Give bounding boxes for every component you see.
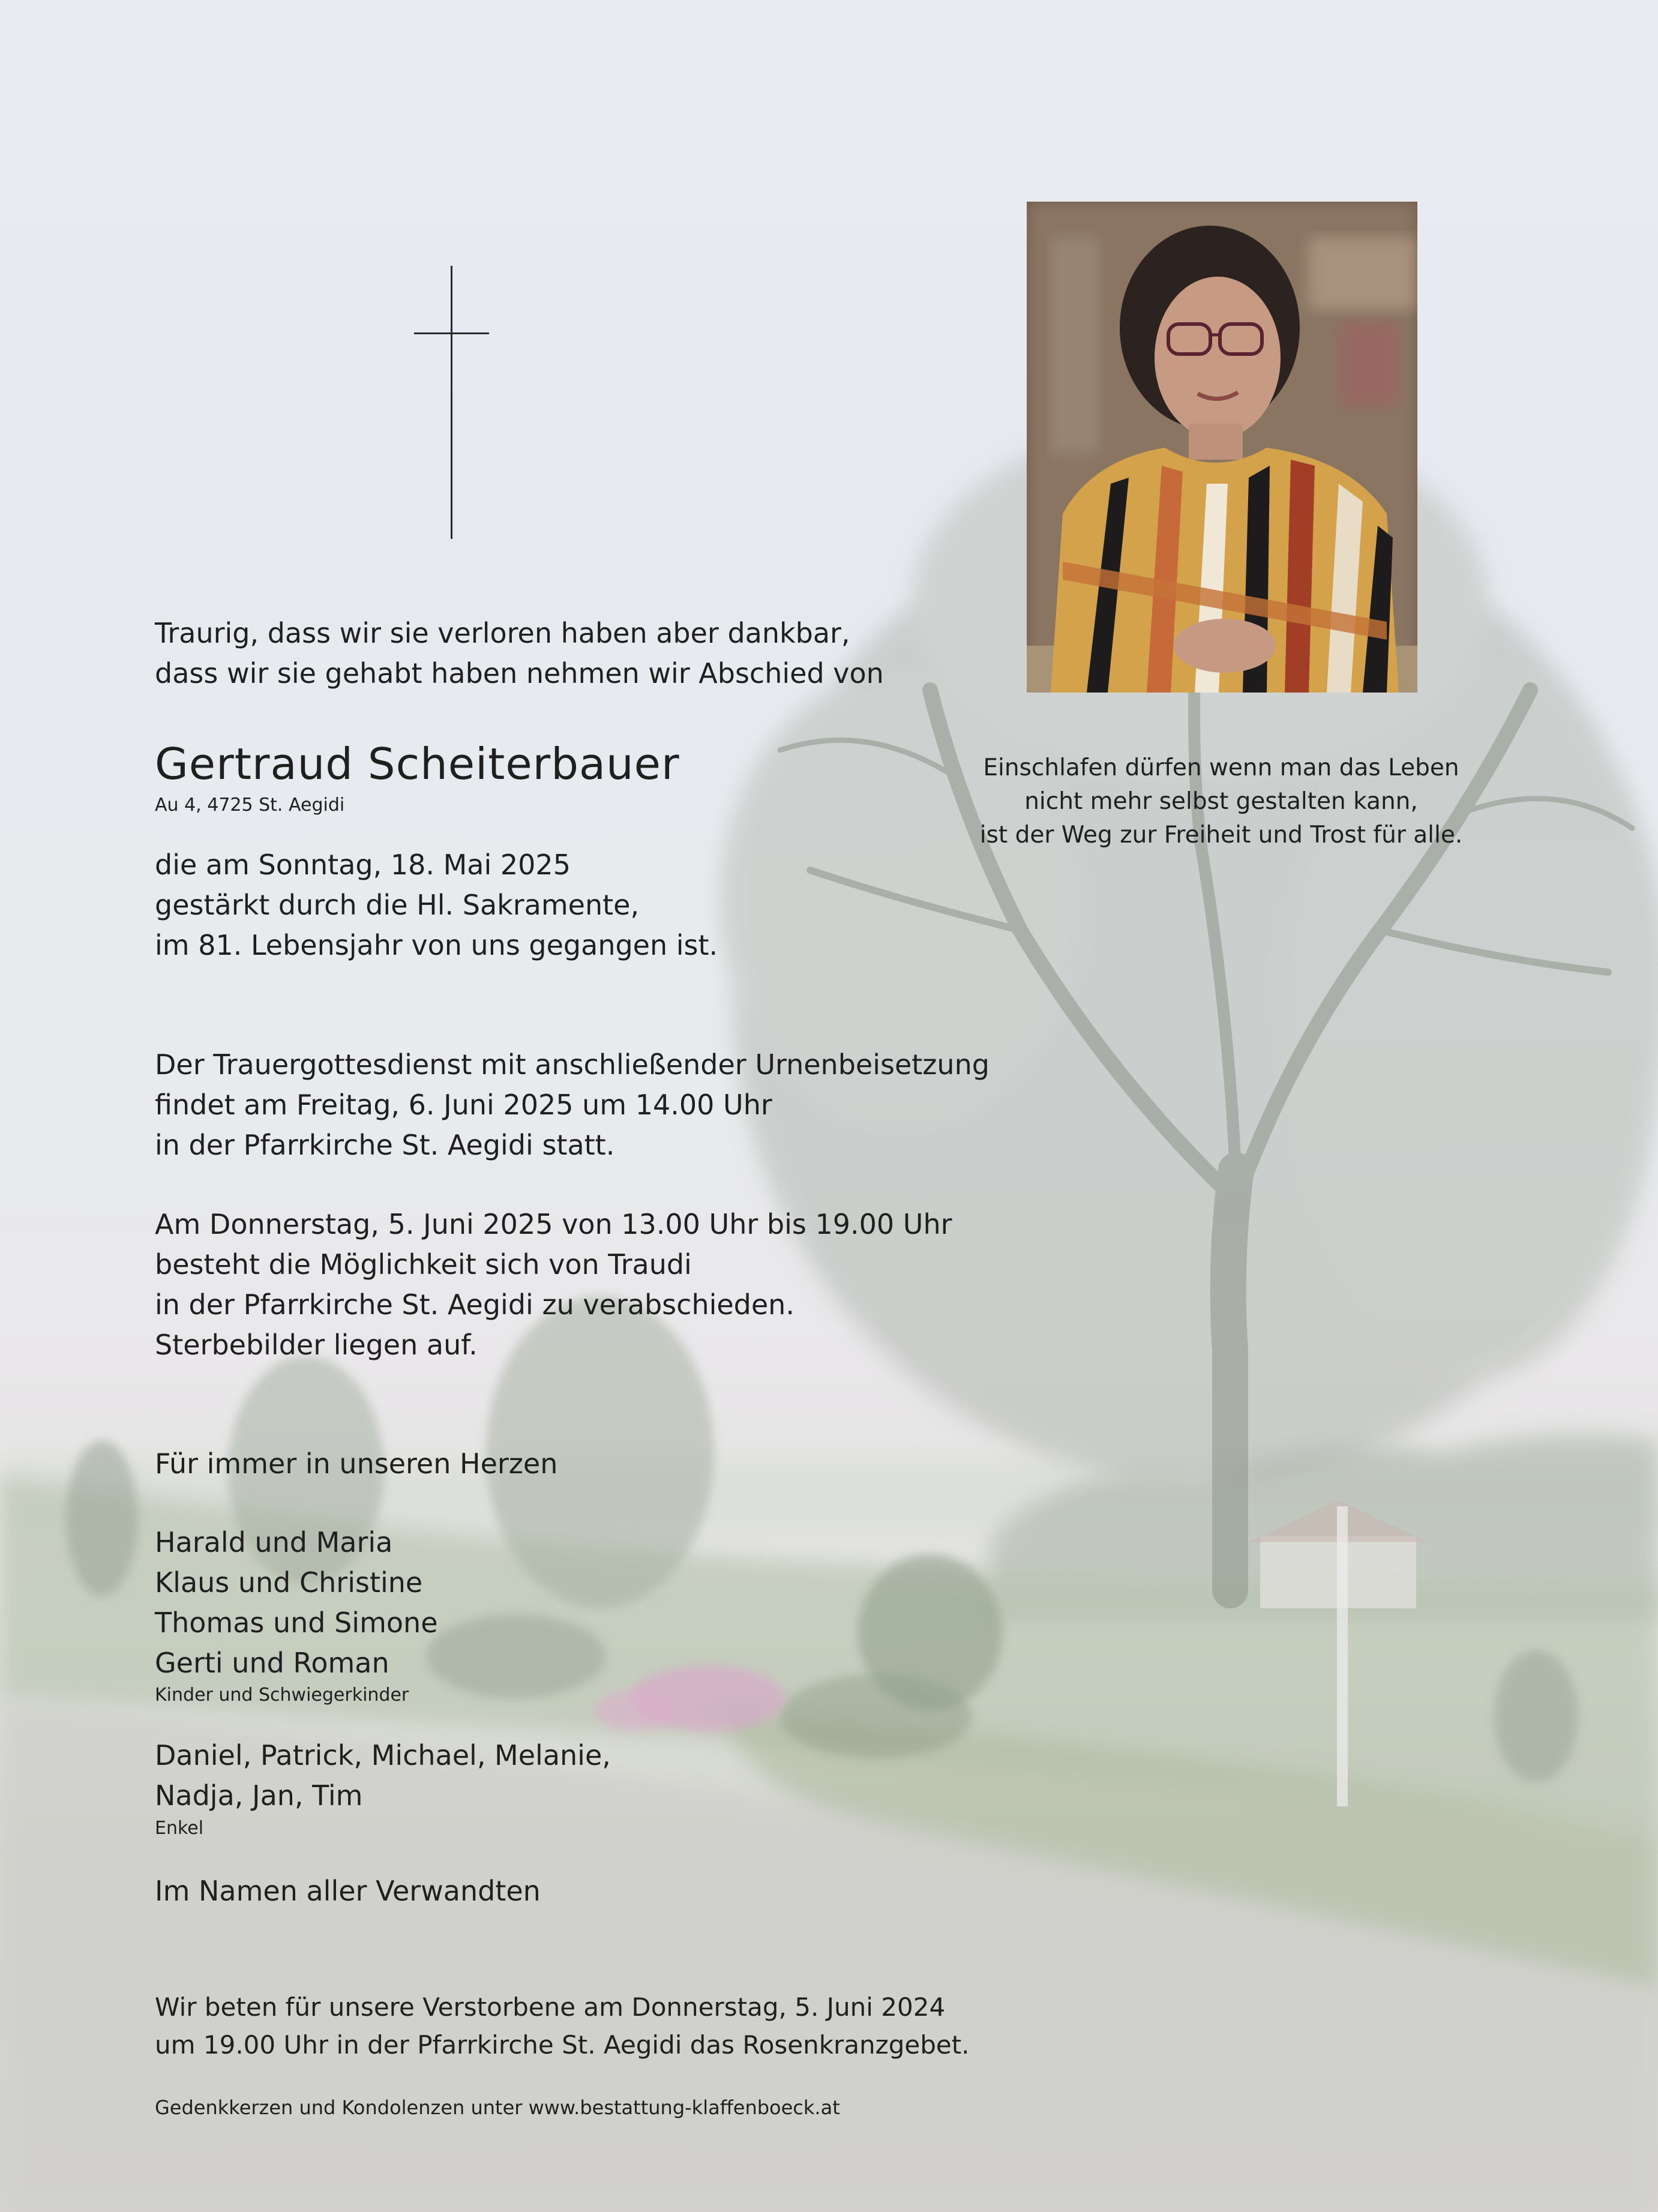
condolence-footer: Gedenkkerzen und Kondolenzen unter www.bestattung-klaffenboeck.at — [155, 2096, 840, 2119]
intro-line: dass wir sie gehabt haben nehmen wir Abschied von — [155, 657, 884, 690]
portrait-photo — [1027, 202, 1417, 693]
service-line: in der Pfarrkirche St. Aegidi statt. — [155, 1129, 615, 1161]
quote-line: nicht mehr selbst gestalten kann, — [1024, 788, 1418, 815]
rosary-line: um 19.00 Uhr in der Pfarrkirche St. Aegidi das Rosenkranzgebet. — [155, 2030, 970, 2060]
service-line: findet am Freitag, 6. Juni 2025 um 14.00 Uhr — [155, 1089, 772, 1121]
cross-icon — [414, 266, 489, 539]
relatives-line: Im Namen aller Verwandten — [155, 1875, 541, 1907]
grandchildren-line: Daniel, Patrick, Michael, Melanie, — [155, 1739, 611, 1772]
viewing-line: Sterbebilder liegen auf. — [155, 1329, 478, 1361]
grandchildren-list — [155, 1736, 611, 1816]
death-notice-line: die am Sonntag, 18. Mai 2025 — [155, 849, 571, 881]
intro-text — [155, 613, 884, 694]
viewing-line: in der Pfarrkirche St. Aegidi zu verabschieden. — [155, 1288, 794, 1321]
children-label: Kinder und Schwiegerkinder — [155, 1685, 409, 1706]
funeral-service-info — [155, 1045, 990, 1165]
grandchildren-label: Enkel — [155, 1818, 204, 1839]
quote-line: Einschlafen dürfen wenn man das Leben — [983, 754, 1459, 781]
forever-line: Für immer in unseren Herzen — [155, 1447, 558, 1480]
viewing-line: besteht die Möglichkeit sich von Traudi — [155, 1248, 692, 1281]
death-notice-line: gestärkt durch die Hl. Sakramente, — [155, 889, 640, 921]
child-couple: Klaus und Christine — [155, 1566, 423, 1599]
quote-line: ist der Weg zur Freiheit und Trost für alle. — [979, 822, 1463, 849]
child-couple: Harald und Maria — [155, 1526, 393, 1558]
death-notice — [155, 845, 718, 966]
rosary-line: Wir beten für unsere Verstorbene am Donnerstag, 5. Juni 2024 — [155, 1992, 946, 2022]
death-notice-line: im 81. Lebensjahr von uns gegangen ist. — [155, 929, 718, 961]
child-couple: Thomas und Simone — [155, 1606, 438, 1639]
viewing-line: Am Donnerstag, 5. Juni 2025 von 13.00 Uhr bis 19.00 Uhr — [155, 1208, 952, 1240]
child-couple: Gerti und Roman — [155, 1647, 389, 1679]
service-line: Der Trauergottesdienst mit anschließender Urnenbeisetzung — [155, 1048, 990, 1081]
children-list — [155, 1522, 438, 1683]
deceased-name: Gertraud Scheiterbauer — [155, 739, 680, 789]
grandchildren-line: Nadja, Jan, Tim — [155, 1779, 363, 1812]
intro-line: Traurig, dass wir sie verloren haben aber dankbar, — [155, 617, 850, 649]
memorial-quote — [912, 751, 1530, 852]
rosary-prayer-info — [155, 1988, 970, 2064]
farewell-viewing-info — [155, 1204, 952, 1365]
deceased-address: Au 4, 4725 St. Aegidi — [155, 795, 345, 816]
